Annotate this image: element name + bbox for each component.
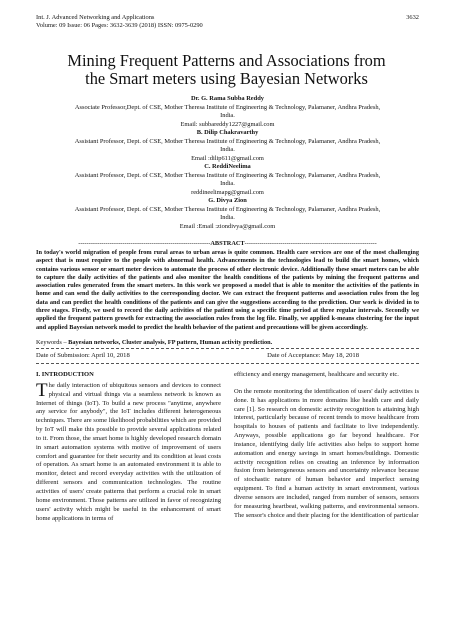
divider-top [36,348,419,349]
keywords-line [36,339,419,347]
intro-paragraph-2: On the remote monitoring the identification of users' daily activities is done. It has applications in more domains like health care and daily care [1]. So research on domestic activity recognition is attaining high interest, particularly because of recent trends to move healthcare from hospitals to houses of patients and facilitate to live independently. Anyways, possible applications go far beyond healthcare. For instance, identifying daily life activities also helps to support home automation and energy savings in smart homes/buildings. Domestic activity recognition relies on creating an inference by information fusion from heterogeneous sensors and uncertainty relevance because of stochastic nature of human behavior and imperfect sensing equipment. To find a human activity in smart environment, various diverse sensors are included, ranged from number of sensors, sensors for measuring heartbeat, walking patterns, and environmental sensors. The sensor's choice and their placing for the identification of particular [234,387,419,519]
intro-paragraph [36,379,221,524]
keywords-text: Bayesian networks, Cluster analysis, FP pattern, Human activity prediction. [66,339,273,346]
author-name: G. Divya Zion [208,197,247,204]
journal-name: Int. J. Advanced Networking and Applications [36,14,155,21]
author-affiliation-country: India. [220,146,235,153]
left-column [36,371,221,523]
submission-date: Date of Submission: April 10, 2018 [36,352,130,359]
author-name: B. Dilip Chakravarthy [196,129,259,136]
page-number: 3632 [406,14,419,21]
author-affiliation-country: India. [220,180,235,187]
right-column [234,371,419,521]
running-header [36,14,419,31]
intro-left-text: he daily interaction of ubiquitous sensors and devices to connect physical and virtual things via a seamless network is known as Internet of things (IoT). To build a new process "anytime, anywhere any service for anybody", the IoT includes different heterogeneous techniques. There are some likelihood probabilities which are provided by IoT will make this possible to provide several applications related to it. From those, the smart home is highly developed research domain in smart automation systems with motive of improvement of users comfort and guarantee for their security and its condition at least costs of operation. As smart home is an automated environment it is able to monitor, detect and record everyday activities with the utilization of different sensors and communication technologies. The routine activities of users' create patterns that perform a crucial role in smart home environment. Those patterns are utilized in favor of recognizing users' activity which might be useful in the enhancement of smart home applications in terms of [36,381,221,522]
paper-title [24,52,429,87]
abstract-dashes-left: --------------------------------------------------------------- [78,240,211,247]
acceptance-date: Date of Acceptance: May 18, 2018 [267,352,359,359]
author-email: reddineelimapg@gmail.com [191,188,264,196]
author-affiliation: Associate Professor,Dept. of CSE, Mother Theresa Institute of Engineering & Technology, Palamaner, Andhra Pradesh, [74,103,381,111]
intro-paragraph-continued: efficiency and energy management, healthcare and security etc. [234,371,399,378]
abstract-heading: ABSTRACT [210,240,245,247]
author-email: Email :dilip611@gmail.com [191,154,264,162]
dates-line [36,352,419,360]
author-affiliation: Assistant Professor, Dept. of CSE, Mother Theresa Institute of Engineering & Technology, Palamaner, Andhra Pradesh, [74,205,381,213]
divider-bottom [36,363,419,364]
author-email: Email :Email :ziondivya@gmail.com [179,222,276,230]
author-block [36,95,419,231]
author-name: C. ReddiNeelima [204,163,251,170]
author-affiliation: Assistant Professor, Dept. of CSE, Mother Theresa Institute of Engineering & Technology, Palamaner, Andhra Pradesh, [74,137,381,145]
title-line-1: Mining Frequent Patterns and Associations from [67,51,386,70]
abstract-heading-line [36,240,419,248]
keywords-label: Keywords – [36,339,67,346]
section-heading: I. INTRODUCTION [36,371,94,378]
drop-cap: T [36,379,48,401]
author-affiliation-country: India. [220,214,235,221]
abstract-body: In today's world migration of people from rural areas to urban areas is quite common. Health care services are one of the most challenging aspect that is must require to the people with abnormal health. Advancements in the technologies lead to build the smart homes, which contains various sensor or smart meter devices to automate the process of other electronic device. Additionally these smart meters can be able to capture the daily activities of the patients and also monitor the health conditions of the patients by mining the frequent patterns and association rules generated from the smart meters. In this work we proposed a model that is able to monitor the activities of the patients in home and can send the daily activities to the corresponding doctor. We can extract the frequent patterns and association rules from the log data and can predict the health conditions of the patients and can give the suggestions according to the prediction. Our work is divided in to three stages. Firstly, we used to record the daily activities of the patient using a specific time period at three regular intervals. Secondly we applied the frequent pattern growth for extracting the association rules from the log file. Finally, we applied k-means clustering for the input and applied Bayesian network model to predict the health behavior of the patient and precautions will be given accordingly. [36,249,419,331]
title-line-2: the Smart meters using Bayesian Networks [85,68,368,88]
abstract-dashes-right: --------------------------------------------------------------- [244,240,377,247]
author-affiliation-country: India. [220,112,235,119]
journal-volume: Volume: 09 Issue: 06 Pages: 3632-3639 (2018) ISSN: 0975-0290 [36,22,203,30]
author-email: Email: subbareddy1227@gmail.com [180,120,275,128]
author-affiliation: Assistant Professor, Dept. of CSE, Mother Theresa Institute of Engineering & Technology, Palamaner, Andhra Pradesh, [74,171,381,179]
author-name: Dr. G. Rama Subba Reddy [191,95,264,102]
